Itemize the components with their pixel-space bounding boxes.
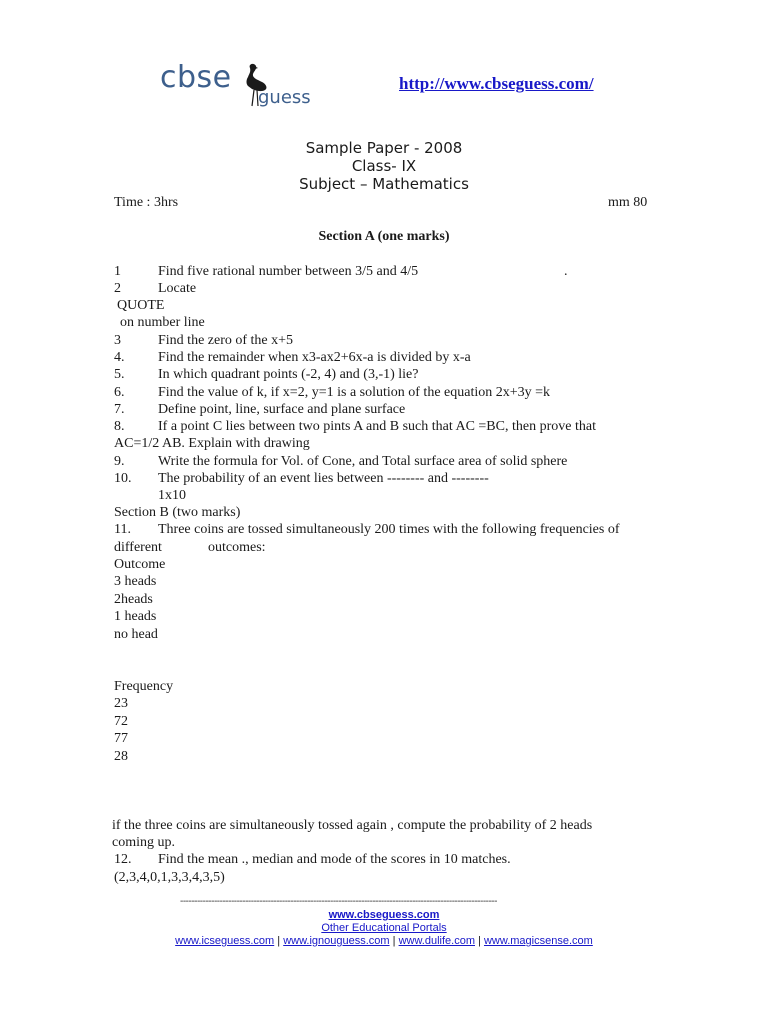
- outcome-header: Outcome: [114, 557, 166, 572]
- q11-number: 11.: [114, 522, 131, 537]
- q6-text: Find the value of k, if x=2, y=1 is a solution of the equation 2x+3y =k: [158, 385, 551, 400]
- footer-portal-links: [0, 935, 768, 947]
- frequency-cell: 28: [114, 749, 128, 764]
- q11-text: Three coins are tossed simultaneously 200 times with the following frequencies of: [158, 522, 620, 537]
- q8-number: 8.: [114, 419, 125, 434]
- outcome-cell: no head: [114, 627, 158, 642]
- q7-text: Define point, line, surface and plane surface: [158, 402, 406, 417]
- q9-text: Write the formula for Vol. of Cone, and Total surface area of solid sphere: [158, 454, 568, 469]
- outcome-cell: 2heads: [114, 592, 153, 607]
- q11-cont-a: different: [114, 540, 162, 555]
- q3-number: 3: [114, 333, 121, 348]
- section-a-heading: Section A (one marks): [318, 229, 450, 244]
- footer-site-link[interactable]: www.cbseguess.com: [328, 909, 440, 921]
- q11-tail-line2: coming up.: [112, 835, 175, 850]
- footer-other-portals-link[interactable]: Other Educational Portals: [321, 922, 447, 934]
- quote-placeholder: QUOTE: [117, 298, 165, 313]
- logo-text-cbse: cbse: [160, 60, 232, 95]
- footer-separator: |: [274, 935, 284, 947]
- q11-cont-b: outcomes:: [208, 540, 266, 555]
- section-a-marks-note: 1x10: [158, 488, 186, 503]
- frequency-cell: 23: [114, 696, 128, 711]
- outcome-cell: 1 heads: [114, 609, 157, 624]
- footer-separator: |: [389, 935, 399, 947]
- q4-number: 4.: [114, 350, 125, 365]
- header-site-link[interactable]: http://www.cbseguess.com/: [399, 74, 594, 93]
- frequency-cell: 77: [114, 731, 128, 746]
- q9-number: 9.: [114, 454, 125, 469]
- q7-number: 7.: [114, 402, 125, 417]
- q2-continuation: on number line: [120, 315, 205, 330]
- q5-text: In which quadrant points (-2, 4) and (3,-1) lie?: [158, 367, 419, 382]
- q6-number: 6.: [114, 385, 125, 400]
- footer-link-dulife[interactable]: www.dulife.com: [398, 935, 475, 947]
- time-label: Time : 3hrs: [114, 195, 179, 210]
- q10-number: 10.: [114, 471, 132, 486]
- paper-title: Sample Paper - 2008: [305, 139, 463, 157]
- q2-number: 2: [114, 281, 121, 296]
- q10-text: The probability of an event lies between -------- and --------: [158, 471, 489, 486]
- max-marks-label: mm 80: [608, 195, 648, 210]
- q8-text: If a point C lies between two pints A and B such that AC =BC, then prove that: [158, 419, 596, 434]
- q5-number: 5.: [114, 367, 125, 382]
- subject-title: Subject – Mathematics: [299, 175, 469, 193]
- q8-continuation: AC=1/2 AB. Explain with drawing: [114, 436, 310, 451]
- q2-text: Locate: [158, 281, 197, 296]
- q11-tail-line1: if the three coins are simultaneously tossed again , compute the probability of 2 heads: [112, 818, 593, 833]
- footer-link-ignouguess[interactable]: www.ignouguess.com: [283, 935, 390, 947]
- footer-divider: ----------------------------------------------------------------------------------------------------------------: [180, 896, 497, 907]
- q1-dot: .: [564, 264, 568, 279]
- footer-separator: |: [475, 935, 484, 947]
- section-b-heading: Section B (two marks): [114, 505, 241, 520]
- q1-number: 1: [114, 264, 121, 279]
- footer-link-icseguess[interactable]: www.icseguess.com: [175, 935, 275, 947]
- class-title: Class- IX: [351, 157, 417, 175]
- q1-text: Find five rational number between 3/5 and 4/5: [158, 264, 419, 279]
- q4-text: Find the remainder when x3-ax2+6x-a is divided by x-a: [158, 350, 471, 365]
- q12-number: 12.: [114, 852, 132, 867]
- q12-text: Find the mean ., median and mode of the scores in 10 matches.: [158, 852, 511, 867]
- logo-text-guess: guess: [258, 87, 311, 108]
- q3-text: Find the zero of the x+5: [158, 333, 294, 348]
- outcome-cell: 3 heads: [114, 574, 157, 589]
- q12-data: (2,3,4,0,1,3,3,4,3,5): [114, 870, 225, 885]
- frequency-header: Frequency: [114, 679, 174, 694]
- footer-link-magicsense[interactable]: www.magicsense.com: [483, 935, 593, 947]
- frequency-cell: 72: [114, 714, 128, 729]
